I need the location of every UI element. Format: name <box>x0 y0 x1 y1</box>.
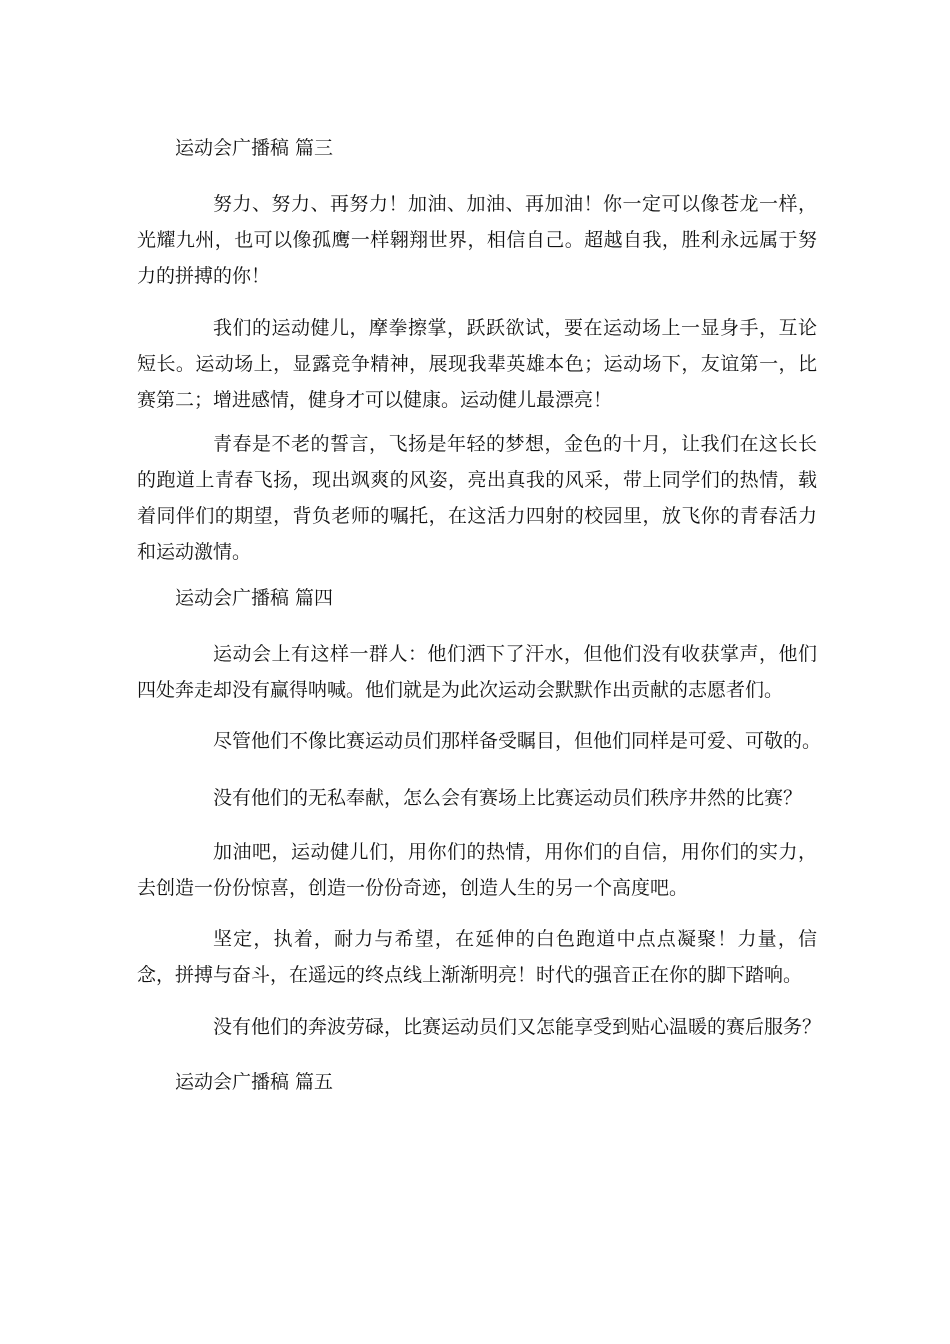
section-heading-4: 运动会广播稿 篇四 <box>175 587 334 609</box>
paragraph: 坚定，执着，耐力与希望，在延伸的白色跑道中点点凝聚！力量，信念，拼搏与奋斗，在遥远的终点线上渐渐明亮！时代的强音正在你的脚下踏响。 <box>137 928 817 986</box>
section-heading-3: 运动会广播稿 篇三 <box>175 137 334 159</box>
paragraph: 没有他们的奔波劳碌，比赛运动员们又怎能享受到贴心温暖的赛后服务？ <box>213 1016 822 1038</box>
paragraph: 运动会上有这样一群人：他们洒下了汗水，但他们没有收获掌声，他们四处奔走却没有赢得呐喊。他们就是为此次运动会默默作出贡献的志愿者们。 <box>137 643 817 701</box>
paragraph: 我们的运动健儿，摩拳擦掌，跃跃欲试，要在运动场上一显身手，互论短长。运动场上，显露竞争精神，展现我辈英雄本色；运动场下，友谊第一，比赛第二；增进感情，健身才可以健康。运动健儿最漂亮！ <box>137 317 817 411</box>
section-heading-5: 运动会广播稿 篇五 <box>175 1071 334 1093</box>
paragraph: 没有他们的无私奉献，怎么会有赛场上比赛运动员们秩序井然的比赛？ <box>213 787 803 809</box>
paragraph: 努力、努力、再努力！加油、加油、再加油！你一定可以像苍龙一样，光耀九州，也可以像孤鹰一样翱翔世界，相信自己。超越自我，胜利永远属于努力的拼搏的你！ <box>137 193 817 287</box>
paragraph: 青春是不老的誓言，飞扬是年轻的梦想，金色的十月，让我们在这长长的跑道上青春飞扬，现出飒爽的风姿，亮出真我的风采，带上同学们的热情，载着同伴们的期望，背负老师的嘱托，在这活力四射的校园里，放飞你的青春活力和运动激情。 <box>137 433 817 563</box>
paragraph: 加油吧，运动健儿们，用你们的热情，用你们的自信，用你们的实力，去创造一份份惊喜，创造一份份奇迹，创造人生的另一个高度吧。 <box>137 841 817 899</box>
paragraph: 尽管他们不像比赛运动员们那样备受瞩目，但他们同样是可爱、可敬的。 <box>213 730 822 752</box>
